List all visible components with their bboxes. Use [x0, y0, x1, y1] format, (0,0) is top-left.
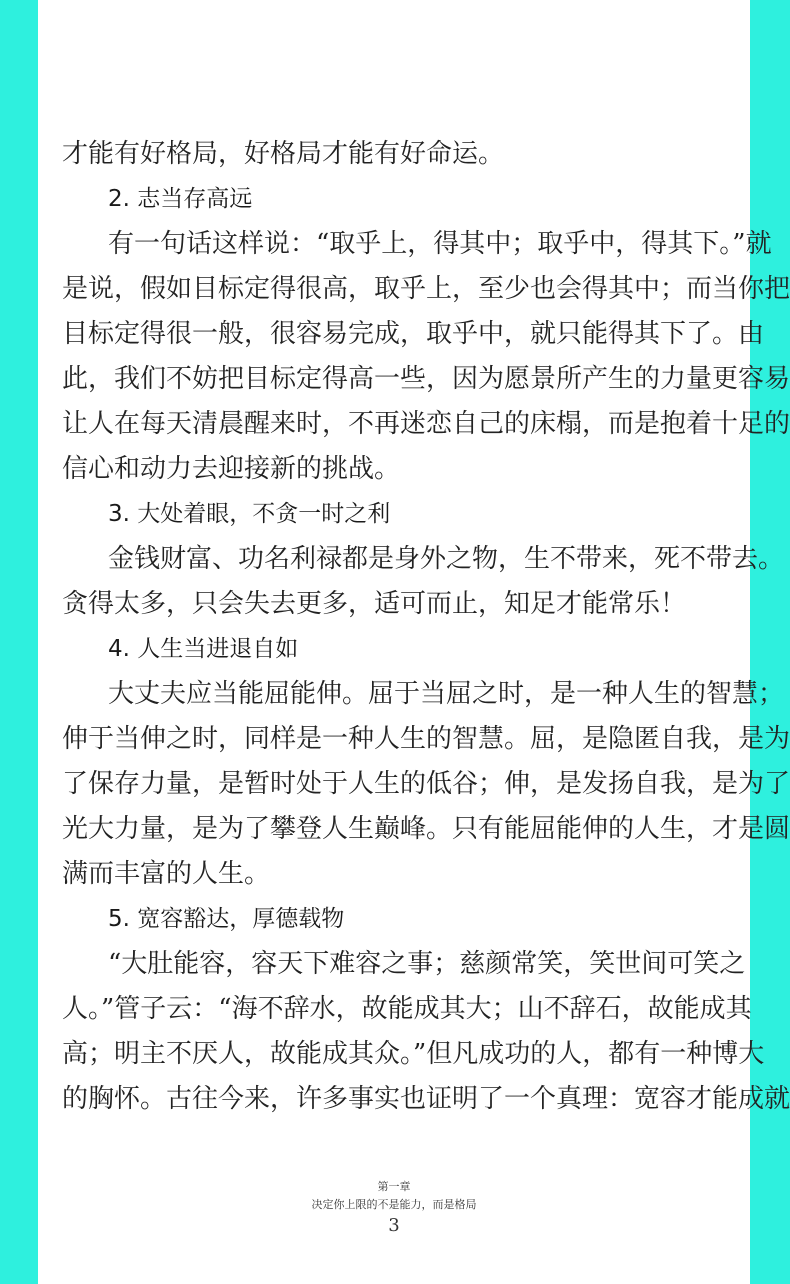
- paragraph-line: 满而丰富的人生。: [62, 859, 271, 889]
- paragraph-line: 的胸怀。古往今来，许多事实也证明了一个真理：宽容才能成就: [62, 1084, 790, 1114]
- paragraph-line: 高；明主不厌人，故能成其众。”但凡成功的人，都有一种博大: [62, 1039, 765, 1069]
- footer-chapter: 第一章: [377, 1180, 411, 1193]
- page-number: 3: [388, 1215, 400, 1236]
- section-heading-3: 3. 大处着眼，不贪一时之利: [108, 501, 391, 527]
- paragraph-line: 光大力量，是为了攀登人生巅峰。只有能屈能伸的人生，才是圆: [62, 814, 790, 844]
- section-heading-5: 5. 宽容豁达，厚德载物: [108, 906, 345, 932]
- paragraph-line: 人。”管子云：“海不辞水，故能成其大；山不辞石，故能成其: [62, 994, 752, 1024]
- paragraph-line: 信心和动力去迎接新的挑战。: [62, 454, 401, 484]
- paragraph-line: 有一句话这样说：“取乎上，得其中；取乎中，得其下。”就: [108, 229, 772, 259]
- paragraph-line: 让人在每天清晨醒来时，不再迷恋自己的床榻，而是抱着十足的: [62, 409, 790, 439]
- paragraph-line: “大肚能容，容天下难容之事；慈颜常笑，笑世间可笑之: [108, 949, 746, 979]
- footer-title: 决定你上限的不是能力，而是格局: [311, 1198, 477, 1211]
- paragraph-line: 此，我们不妨把目标定得高一些，因为愿景所产生的力量更容易: [62, 364, 790, 394]
- paragraph-line: 是说，假如目标定得很高，取乎上，至少也会得其中；而当你把: [62, 274, 790, 304]
- section-heading-2: 2. 志当存高远: [108, 186, 253, 212]
- paragraph-line: 金钱财富、功名利禄都是身外之物，生不带来，死不带去。: [108, 544, 785, 574]
- paragraph-line: 了保存力量，是暂时处于人生的低谷；伸，是发扬自我，是为了: [62, 769, 790, 799]
- paragraph-line: 伸于当伸之时，同样是一种人生的智慧。屈，是隐匿自我，是为: [62, 724, 790, 754]
- page-body: [62, 132, 790, 1122]
- paragraph-line: 大丈夫应当能屈能伸。屈于当屈之时，是一种人生的智慧；: [108, 679, 785, 709]
- paragraph-line: 贪得太多，只会失去更多，适可而止，知足才能常乐！: [62, 589, 687, 619]
- section-heading-4: 4. 人生当进退自如: [108, 636, 299, 662]
- paragraph-line: 目标定得很一般，很容易完成，取乎中，就只能得其下了。由: [62, 319, 765, 349]
- paragraph-line: 才能有好格局，好格局才能有好命运。: [62, 139, 505, 169]
